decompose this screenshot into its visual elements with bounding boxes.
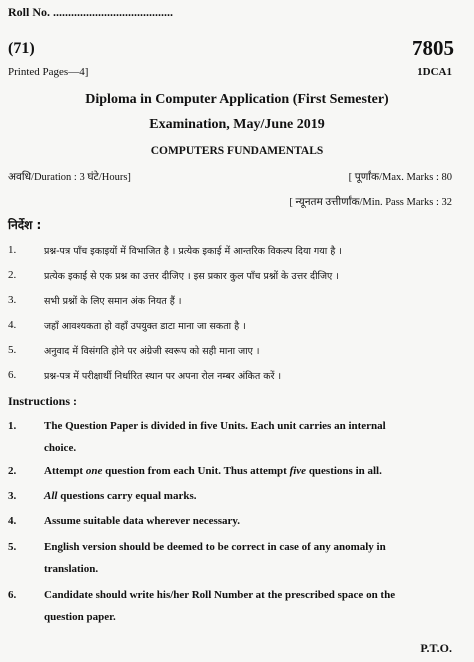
- text-fragment: questions in all.: [306, 465, 382, 477]
- hindi-instructions-heading: निर्देश :: [8, 218, 42, 232]
- hindi-item-number: 5.: [8, 344, 17, 356]
- hindi-item-number: 1.: [8, 244, 17, 256]
- english-item-text: Candidate should write his/her Roll Number at the prescribed space on the: [44, 589, 396, 601]
- text-fragment: questions carry equal marks.: [57, 490, 197, 502]
- max-marks: [ पूर्णांक/Max. Marks : 80: [348, 172, 452, 183]
- english-item-text: The Question Paper is divided in five Units. Each unit carries an internal: [44, 420, 386, 432]
- english-item-text: English version should be deemed to be correct in case of any anomaly in: [44, 541, 386, 553]
- emphasis-text: five: [289, 465, 307, 477]
- hindi-item-text: जहाँ आवश्यकता हो वहाँ उपयुक्त डाटा माना जा सकता है ।: [44, 321, 246, 332]
- text-fragment: Attempt: [44, 465, 86, 477]
- exam-title: Diploma in Computer Application (First Semester): [85, 92, 389, 107]
- duration: अवधि/Duration : 3 घंटे/Hours]: [8, 172, 131, 183]
- hindi-item-text: अनुवाद में विसंगति होने पर अंग्रेजी स्वरूप को सही माना जाए ।: [44, 346, 260, 357]
- pass-marks: [ न्यूनतम उत्तीर्णांक/Min. Pass Marks : 32: [289, 197, 452, 208]
- hindi-item-number: 3.: [8, 294, 17, 306]
- english-item-number: 6.: [8, 589, 17, 601]
- printed-pages: Printed Pages—4]: [8, 66, 89, 78]
- english-instructions-heading: Instructions :: [8, 394, 78, 408]
- paper-code-left: (71): [8, 40, 35, 57]
- pto-label: P.T.O.: [420, 641, 452, 655]
- english-item-text-cont: choice.: [44, 442, 77, 454]
- english-item-number: 5.: [8, 541, 17, 553]
- hindi-item-text: प्रश्न-पत्र पाँच इकाइयों में विभाजित है । प्रत्येक इकाई में आन्तरिक विकल्प दिया गया है ।: [44, 246, 342, 257]
- english-item-text: Assume suitable data wherever necessary.: [44, 515, 241, 527]
- text-fragment: question from each Unit. Thus attempt: [102, 465, 290, 477]
- subject-title: COMPUTERS FUNDAMENTALS: [150, 145, 324, 157]
- hindi-item-text: प्रत्येक इकाई से एक प्रश्न का उत्तर दीजिए । इस प्रकार कुल पाँच प्रश्नों के उत्तर दीजिए ।: [44, 271, 339, 282]
- emphasis-text: All: [44, 490, 58, 502]
- english-item-number: 3.: [8, 490, 17, 502]
- exam-session: Examination, May/June 2019: [149, 117, 325, 132]
- paper-code-right: 7805: [412, 36, 454, 60]
- hindi-item-number: 6.: [8, 369, 17, 381]
- english-item-text-cont: question paper.: [44, 611, 116, 623]
- english-item-text: [44, 490, 196, 502]
- course-code: 1DCA1: [417, 66, 452, 78]
- english-item-number: 4.: [8, 515, 17, 527]
- english-item-text-cont: translation.: [44, 563, 99, 575]
- hindi-item-text: प्रश्न-पत्र में परीक्षार्थी निर्धारित स्थान पर अपना रोल नम्बर अंकित करें ।: [44, 371, 282, 382]
- emphasis-text: one: [85, 465, 103, 477]
- roll-number-field: Roll No. ........................................: [8, 5, 173, 19]
- english-item-number: 2.: [8, 465, 17, 477]
- hindi-item-number: 4.: [8, 319, 17, 331]
- english-item-text: [44, 465, 382, 477]
- hindi-item-number: 2.: [8, 269, 17, 281]
- english-item-number: 1.: [8, 420, 17, 432]
- hindi-item-text: सभी प्रश्नों के लिए समान अंक नियत हैं ।: [44, 296, 182, 307]
